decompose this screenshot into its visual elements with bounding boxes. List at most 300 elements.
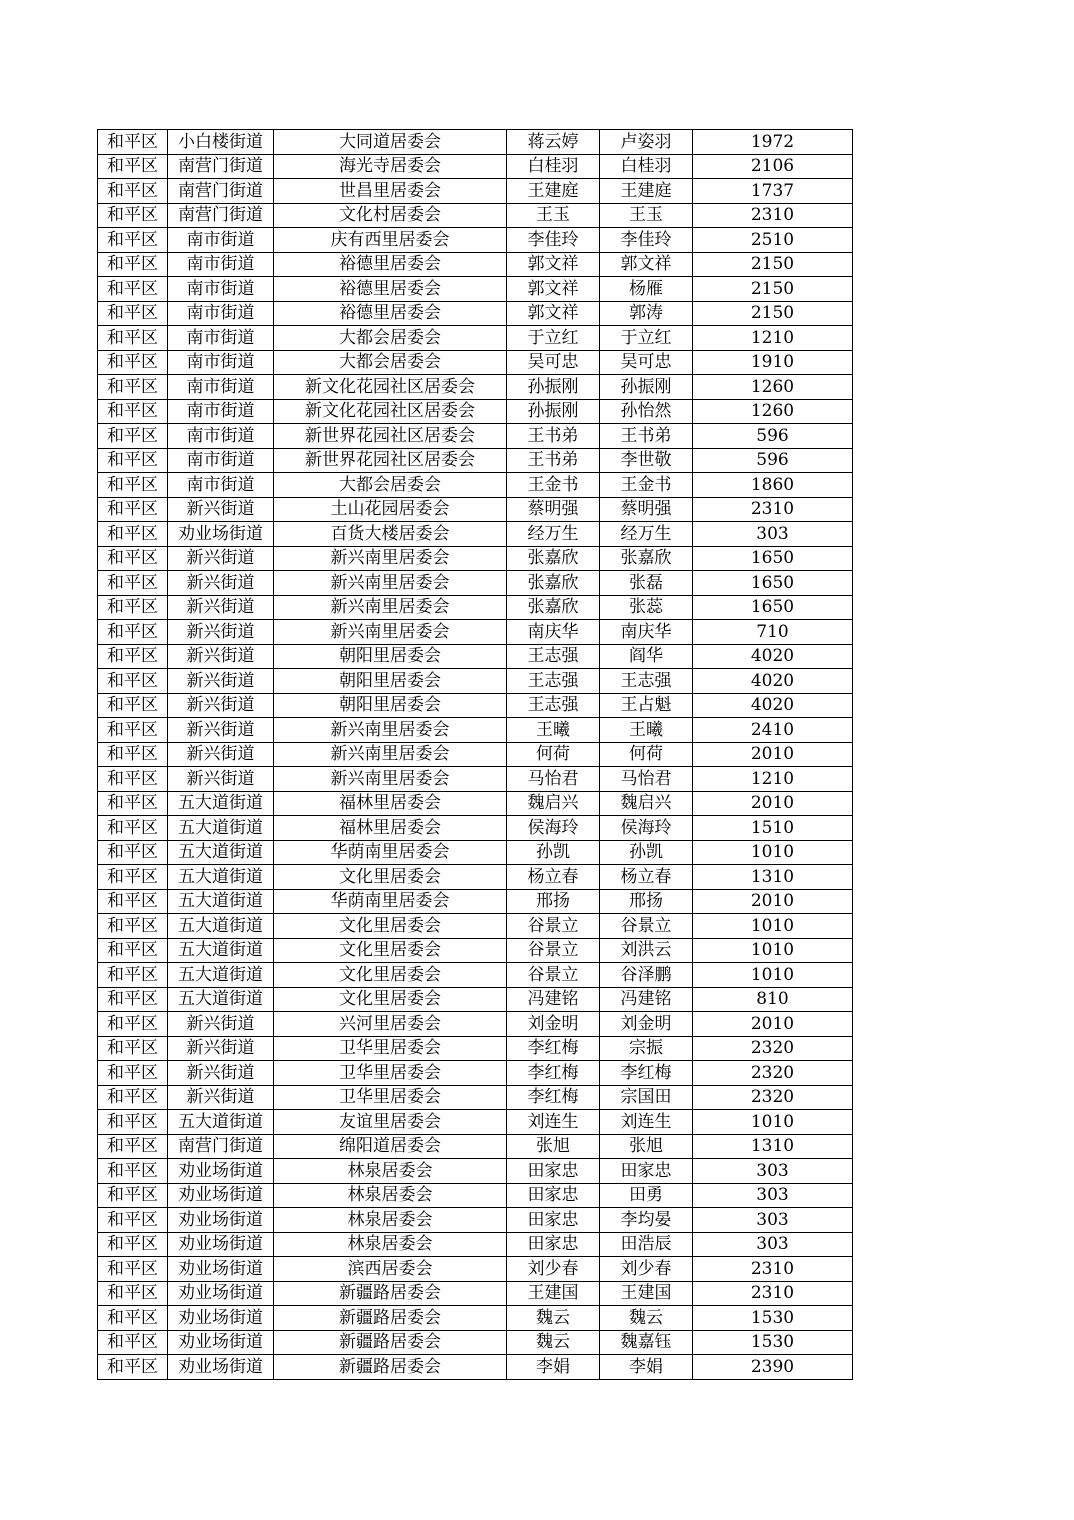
- committee-cell: 文化里居委会: [274, 963, 507, 988]
- committee-cell: 新疆路居委会: [274, 1281, 507, 1306]
- street-cell: 劝业场街道: [168, 1306, 274, 1331]
- resident-cell: 刘连生: [600, 1110, 693, 1135]
- head-cell: 邢扬: [507, 889, 600, 914]
- committee-cell: 卫华里居委会: [274, 1085, 507, 1110]
- committee-cell: 大都会居委会: [274, 326, 507, 351]
- street-cell: 五大道街道: [168, 791, 274, 816]
- district-cell: 和平区: [98, 1306, 168, 1331]
- head-cell: 李娟: [507, 1355, 600, 1380]
- street-cell: 五大道街道: [168, 987, 274, 1012]
- head-cell: 刘少春: [507, 1257, 600, 1282]
- resident-cell: 邢扬: [600, 889, 693, 914]
- street-cell: 南市街道: [168, 326, 274, 351]
- table-row: [98, 767, 853, 792]
- committee-cell: 新兴南里居委会: [274, 595, 507, 620]
- head-cell: 郭文祥: [507, 252, 600, 277]
- committee-cell: 新兴南里居委会: [274, 742, 507, 767]
- head-cell: 田家忠: [507, 1232, 600, 1257]
- amount-cell: 2310: [693, 497, 853, 522]
- head-cell: 王志强: [507, 669, 600, 694]
- committee-cell: 福林里居委会: [274, 791, 507, 816]
- street-cell: 南营门街道: [168, 203, 274, 228]
- head-cell: 于立红: [507, 326, 600, 351]
- head-cell: 谷景立: [507, 938, 600, 963]
- table-body: [98, 130, 853, 1380]
- table-row: [98, 1036, 853, 1061]
- street-cell: 南市街道: [168, 424, 274, 449]
- table-row: [98, 816, 853, 841]
- amount-cell: 2010: [693, 1012, 853, 1037]
- amount-cell: 1910: [693, 350, 853, 375]
- amount-cell: 2150: [693, 277, 853, 302]
- table-row: [98, 1355, 853, 1380]
- amount-cell: 1260: [693, 375, 853, 400]
- head-cell: 谷景立: [507, 963, 600, 988]
- head-cell: 刘连生: [507, 1110, 600, 1135]
- street-cell: 南市街道: [168, 277, 274, 302]
- head-cell: 魏云: [507, 1306, 600, 1331]
- district-cell: 和平区: [98, 1085, 168, 1110]
- committee-cell: 绵阳道居委会: [274, 1134, 507, 1159]
- district-cell: 和平区: [98, 669, 168, 694]
- district-cell: 和平区: [98, 1061, 168, 1086]
- amount-cell: 2310: [693, 1257, 853, 1282]
- table-row: [98, 840, 853, 865]
- street-cell: 新兴街道: [168, 1012, 274, 1037]
- head-cell: 王志强: [507, 693, 600, 718]
- amount-cell: 1210: [693, 326, 853, 351]
- table-row: [98, 326, 853, 351]
- amount-cell: 2320: [693, 1036, 853, 1061]
- street-cell: 南市街道: [168, 399, 274, 424]
- amount-cell: 1860: [693, 473, 853, 498]
- street-cell: 劝业场街道: [168, 1281, 274, 1306]
- street-cell: 五大道街道: [168, 938, 274, 963]
- table-row: [98, 693, 853, 718]
- resident-cell: 王占魁: [600, 693, 693, 718]
- district-cell: 和平区: [98, 791, 168, 816]
- table-row: [98, 301, 853, 326]
- street-cell: 南市街道: [168, 252, 274, 277]
- street-cell: 五大道街道: [168, 889, 274, 914]
- resident-cell: 刘少春: [600, 1257, 693, 1282]
- table-row: [98, 130, 853, 155]
- district-cell: 和平区: [98, 1257, 168, 1282]
- head-cell: 王建国: [507, 1281, 600, 1306]
- amount-cell: 2510: [693, 228, 853, 253]
- street-cell: 劝业场街道: [168, 1257, 274, 1282]
- resident-cell: 魏嘉钰: [600, 1330, 693, 1355]
- district-cell: 和平区: [98, 399, 168, 424]
- street-cell: 新兴街道: [168, 620, 274, 645]
- table-row: [98, 1061, 853, 1086]
- head-cell: 刘金明: [507, 1012, 600, 1037]
- amount-cell: 710: [693, 620, 853, 645]
- committee-cell: 林泉居委会: [274, 1208, 507, 1233]
- head-cell: 孙振刚: [507, 399, 600, 424]
- street-cell: 南市街道: [168, 448, 274, 473]
- committee-cell: 华荫南里居委会: [274, 840, 507, 865]
- amount-cell: 2410: [693, 718, 853, 743]
- committee-cell: 新世界花园社区居委会: [274, 424, 507, 449]
- committee-cell: 新文化花园社区居委会: [274, 375, 507, 400]
- resident-cell: 王建庭: [600, 179, 693, 204]
- street-cell: 新兴街道: [168, 742, 274, 767]
- district-cell: 和平区: [98, 963, 168, 988]
- committee-cell: 林泉居委会: [274, 1183, 507, 1208]
- resident-cell: 经万生: [600, 522, 693, 547]
- district-cell: 和平区: [98, 620, 168, 645]
- amount-cell: 1650: [693, 595, 853, 620]
- amount-cell: 596: [693, 424, 853, 449]
- street-cell: 南市街道: [168, 301, 274, 326]
- head-cell: 蒋云婷: [507, 130, 600, 155]
- district-cell: 和平区: [98, 473, 168, 498]
- committee-cell: 百货大楼居委会: [274, 522, 507, 547]
- table-row: [98, 375, 853, 400]
- table-row: [98, 1208, 853, 1233]
- table-row: [98, 742, 853, 767]
- committee-cell: 海光寺居委会: [274, 154, 507, 179]
- amount-cell: 2310: [693, 1281, 853, 1306]
- resident-cell: 卢姿羽: [600, 130, 693, 155]
- district-cell: 和平区: [98, 522, 168, 547]
- district-cell: 和平区: [98, 1159, 168, 1184]
- street-cell: 新兴街道: [168, 1085, 274, 1110]
- committee-cell: 新兴南里居委会: [274, 620, 507, 645]
- resident-cell: 阎华: [600, 644, 693, 669]
- street-cell: 新兴街道: [168, 718, 274, 743]
- street-cell: 五大道街道: [168, 914, 274, 939]
- resident-cell: 郭涛: [600, 301, 693, 326]
- table-row: [98, 522, 853, 547]
- amount-cell: 1737: [693, 179, 853, 204]
- head-cell: 田家忠: [507, 1159, 600, 1184]
- district-cell: 和平区: [98, 252, 168, 277]
- table-row: [98, 1110, 853, 1135]
- district-cell: 和平区: [98, 350, 168, 375]
- head-cell: 孙凯: [507, 840, 600, 865]
- committee-cell: 兴河里居委会: [274, 1012, 507, 1037]
- committee-cell: 文化里居委会: [274, 938, 507, 963]
- table-row: [98, 1012, 853, 1037]
- amount-cell: 303: [693, 1232, 853, 1257]
- resident-cell: 谷景立: [600, 914, 693, 939]
- street-cell: 南营门街道: [168, 1134, 274, 1159]
- district-cell: 和平区: [98, 1183, 168, 1208]
- head-cell: 王玉: [507, 203, 600, 228]
- amount-cell: 2320: [693, 1061, 853, 1086]
- street-cell: 新兴街道: [168, 644, 274, 669]
- head-cell: 王曦: [507, 718, 600, 743]
- committee-cell: 滨西居委会: [274, 1257, 507, 1282]
- committee-cell: 华荫南里居委会: [274, 889, 507, 914]
- street-cell: 劝业场街道: [168, 1355, 274, 1380]
- district-cell: 和平区: [98, 1012, 168, 1037]
- amount-cell: 1010: [693, 1110, 853, 1135]
- table-row: [98, 718, 853, 743]
- committee-cell: 友谊里居委会: [274, 1110, 507, 1135]
- committee-cell: 文化村居委会: [274, 203, 507, 228]
- street-cell: 新兴街道: [168, 595, 274, 620]
- street-cell: 新兴街道: [168, 546, 274, 571]
- street-cell: 新兴街道: [168, 767, 274, 792]
- resident-cell: 吴可忠: [600, 350, 693, 375]
- table-row: [98, 865, 853, 890]
- committee-cell: 朝阳里居委会: [274, 693, 507, 718]
- head-cell: 冯建铭: [507, 987, 600, 1012]
- street-cell: 五大道街道: [168, 1110, 274, 1135]
- head-cell: 郭文祥: [507, 277, 600, 302]
- resident-cell: 张嘉欣: [600, 546, 693, 571]
- resident-cell: 王建国: [600, 1281, 693, 1306]
- table-row: [98, 546, 853, 571]
- amount-cell: 2310: [693, 203, 853, 228]
- district-cell: 和平区: [98, 1134, 168, 1159]
- table-row: [98, 1134, 853, 1159]
- committee-cell: 新世界花园社区居委会: [274, 448, 507, 473]
- table-row: [98, 473, 853, 498]
- head-cell: 魏启兴: [507, 791, 600, 816]
- head-cell: 李红梅: [507, 1085, 600, 1110]
- resident-cell: 冯建铭: [600, 987, 693, 1012]
- committee-cell: 朝阳里居委会: [274, 644, 507, 669]
- head-cell: 侯海玲: [507, 816, 600, 841]
- committee-cell: 福林里居委会: [274, 816, 507, 841]
- street-cell: 小白楼街道: [168, 130, 274, 155]
- amount-cell: 2320: [693, 1085, 853, 1110]
- resident-cell: 刘金明: [600, 1012, 693, 1037]
- head-cell: 杨立春: [507, 865, 600, 890]
- district-cell: 和平区: [98, 1330, 168, 1355]
- resident-cell: 王志强: [600, 669, 693, 694]
- table-row: [98, 889, 853, 914]
- committee-cell: 裕德里居委会: [274, 252, 507, 277]
- table-row: [98, 595, 853, 620]
- table-row: [98, 644, 853, 669]
- district-cell: 和平区: [98, 1208, 168, 1233]
- street-cell: 南营门街道: [168, 179, 274, 204]
- head-cell: 王书弟: [507, 448, 600, 473]
- resident-cell: 李红梅: [600, 1061, 693, 1086]
- committee-cell: 新兴南里居委会: [274, 546, 507, 571]
- street-cell: 劝业场街道: [168, 1232, 274, 1257]
- committee-cell: 文化里居委会: [274, 865, 507, 890]
- amount-cell: 810: [693, 987, 853, 1012]
- district-cell: 和平区: [98, 865, 168, 890]
- district-cell: 和平区: [98, 546, 168, 571]
- resident-cell: 田浩辰: [600, 1232, 693, 1257]
- table-row: [98, 1085, 853, 1110]
- resident-cell: 王书弟: [600, 424, 693, 449]
- resident-cell: 王玉: [600, 203, 693, 228]
- district-cell: 和平区: [98, 228, 168, 253]
- committee-cell: 裕德里居委会: [274, 277, 507, 302]
- table-row: [98, 448, 853, 473]
- amount-cell: 1010: [693, 840, 853, 865]
- table-row: [98, 571, 853, 596]
- district-cell: 和平区: [98, 203, 168, 228]
- resident-cell: 白桂羽: [600, 154, 693, 179]
- committee-cell: 新兴南里居委会: [274, 767, 507, 792]
- street-cell: 新兴街道: [168, 669, 274, 694]
- head-cell: 经万生: [507, 522, 600, 547]
- street-cell: 五大道街道: [168, 865, 274, 890]
- resident-cell: 谷泽鹏: [600, 963, 693, 988]
- head-cell: 何荷: [507, 742, 600, 767]
- committee-cell: 林泉居委会: [274, 1159, 507, 1184]
- committee-cell: 新疆路居委会: [274, 1330, 507, 1355]
- head-cell: 田家忠: [507, 1183, 600, 1208]
- district-cell: 和平区: [98, 938, 168, 963]
- head-cell: 南庆华: [507, 620, 600, 645]
- committee-cell: 新兴南里居委会: [274, 571, 507, 596]
- table-row: [98, 228, 853, 253]
- district-cell: 和平区: [98, 130, 168, 155]
- resident-cell: 孙怡然: [600, 399, 693, 424]
- street-cell: 劝业场街道: [168, 1159, 274, 1184]
- amount-cell: 303: [693, 1208, 853, 1233]
- resident-cell: 宗振: [600, 1036, 693, 1061]
- resident-cell: 杨立春: [600, 865, 693, 890]
- table-row: [98, 963, 853, 988]
- district-cell: 和平区: [98, 154, 168, 179]
- resident-cell: 侯海玲: [600, 816, 693, 841]
- table-row: [98, 424, 853, 449]
- resident-cell: 田家忠: [600, 1159, 693, 1184]
- amount-cell: 2106: [693, 154, 853, 179]
- amount-cell: 2390: [693, 1355, 853, 1380]
- district-cell: 和平区: [98, 889, 168, 914]
- resident-cell: 魏云: [600, 1306, 693, 1331]
- district-cell: 和平区: [98, 595, 168, 620]
- district-cell: 和平区: [98, 277, 168, 302]
- street-cell: 南市街道: [168, 228, 274, 253]
- resident-cell: 王曦: [600, 718, 693, 743]
- committee-cell: 新疆路居委会: [274, 1306, 507, 1331]
- table-row: [98, 203, 853, 228]
- head-cell: 谷景立: [507, 914, 600, 939]
- district-cell: 和平区: [98, 375, 168, 400]
- head-cell: 马怡君: [507, 767, 600, 792]
- head-cell: 李红梅: [507, 1036, 600, 1061]
- resident-cell: 张蕊: [600, 595, 693, 620]
- table-row: [98, 497, 853, 522]
- amount-cell: 1310: [693, 1134, 853, 1159]
- resident-cell: 田勇: [600, 1183, 693, 1208]
- street-cell: 劝业场街道: [168, 522, 274, 547]
- amount-cell: 1650: [693, 571, 853, 596]
- committee-cell: 文化里居委会: [274, 914, 507, 939]
- district-cell: 和平区: [98, 1110, 168, 1135]
- amount-cell: 1972: [693, 130, 853, 155]
- table-row: [98, 154, 853, 179]
- resident-cell: 李娟: [600, 1355, 693, 1380]
- committee-cell: 大都会居委会: [274, 350, 507, 375]
- committee-cell: 土山花园居委会: [274, 497, 507, 522]
- street-cell: 南市街道: [168, 350, 274, 375]
- head-cell: 孙振刚: [507, 375, 600, 400]
- resident-cell: 李佳玲: [600, 228, 693, 253]
- resident-cell: 李世敬: [600, 448, 693, 473]
- committee-cell: 新兴南里居委会: [274, 718, 507, 743]
- street-cell: 新兴街道: [168, 497, 274, 522]
- table-row: [98, 791, 853, 816]
- amount-cell: 4020: [693, 693, 853, 718]
- district-cell: 和平区: [98, 1281, 168, 1306]
- table-row: [98, 938, 853, 963]
- district-cell: 和平区: [98, 1232, 168, 1257]
- district-cell: 和平区: [98, 742, 168, 767]
- table-row: [98, 669, 853, 694]
- street-cell: 新兴街道: [168, 1036, 274, 1061]
- table-row: [98, 914, 853, 939]
- committee-cell: 朝阳里居委会: [274, 669, 507, 694]
- district-cell: 和平区: [98, 1036, 168, 1061]
- head-cell: 李红梅: [507, 1061, 600, 1086]
- table-row: [98, 399, 853, 424]
- resident-cell: 刘洪云: [600, 938, 693, 963]
- district-cell: 和平区: [98, 816, 168, 841]
- table-row: [98, 620, 853, 645]
- amount-cell: 1530: [693, 1330, 853, 1355]
- table-row: [98, 1232, 853, 1257]
- district-cell: 和平区: [98, 1355, 168, 1380]
- table-row: [98, 1183, 853, 1208]
- amount-cell: 596: [693, 448, 853, 473]
- street-cell: 劝业场街道: [168, 1183, 274, 1208]
- amount-cell: 303: [693, 1159, 853, 1184]
- amount-cell: 4020: [693, 644, 853, 669]
- resident-cell: 张旭: [600, 1134, 693, 1159]
- street-cell: 新兴街道: [168, 571, 274, 596]
- district-cell: 和平区: [98, 448, 168, 473]
- amount-cell: 2010: [693, 742, 853, 767]
- district-cell: 和平区: [98, 767, 168, 792]
- amount-cell: 4020: [693, 669, 853, 694]
- amount-cell: 1010: [693, 914, 853, 939]
- street-cell: 南市街道: [168, 473, 274, 498]
- amount-cell: 1260: [693, 399, 853, 424]
- table-row: [98, 277, 853, 302]
- amount-cell: 2150: [693, 252, 853, 277]
- district-cell: 和平区: [98, 326, 168, 351]
- resident-cell: 南庆华: [600, 620, 693, 645]
- head-cell: 王书弟: [507, 424, 600, 449]
- district-cell: 和平区: [98, 179, 168, 204]
- amount-cell: 2010: [693, 791, 853, 816]
- table-row: [98, 987, 853, 1012]
- street-cell: 五大道街道: [168, 963, 274, 988]
- street-cell: 新兴街道: [168, 693, 274, 718]
- resident-cell: 魏启兴: [600, 791, 693, 816]
- resident-cell: 郭文祥: [600, 252, 693, 277]
- committee-cell: 林泉居委会: [274, 1232, 507, 1257]
- amount-cell: 1530: [693, 1306, 853, 1331]
- head-cell: 白桂羽: [507, 154, 600, 179]
- head-cell: 王志强: [507, 644, 600, 669]
- committee-cell: 新疆路居委会: [274, 1355, 507, 1380]
- table-row: [98, 179, 853, 204]
- table-row: [98, 252, 853, 277]
- amount-cell: 303: [693, 522, 853, 547]
- head-cell: 张嘉欣: [507, 546, 600, 571]
- district-cell: 和平区: [98, 424, 168, 449]
- resident-cell: 于立红: [600, 326, 693, 351]
- resident-cell: 孙振刚: [600, 375, 693, 400]
- resident-cell: 宗国田: [600, 1085, 693, 1110]
- committee-cell: 卫华里居委会: [274, 1036, 507, 1061]
